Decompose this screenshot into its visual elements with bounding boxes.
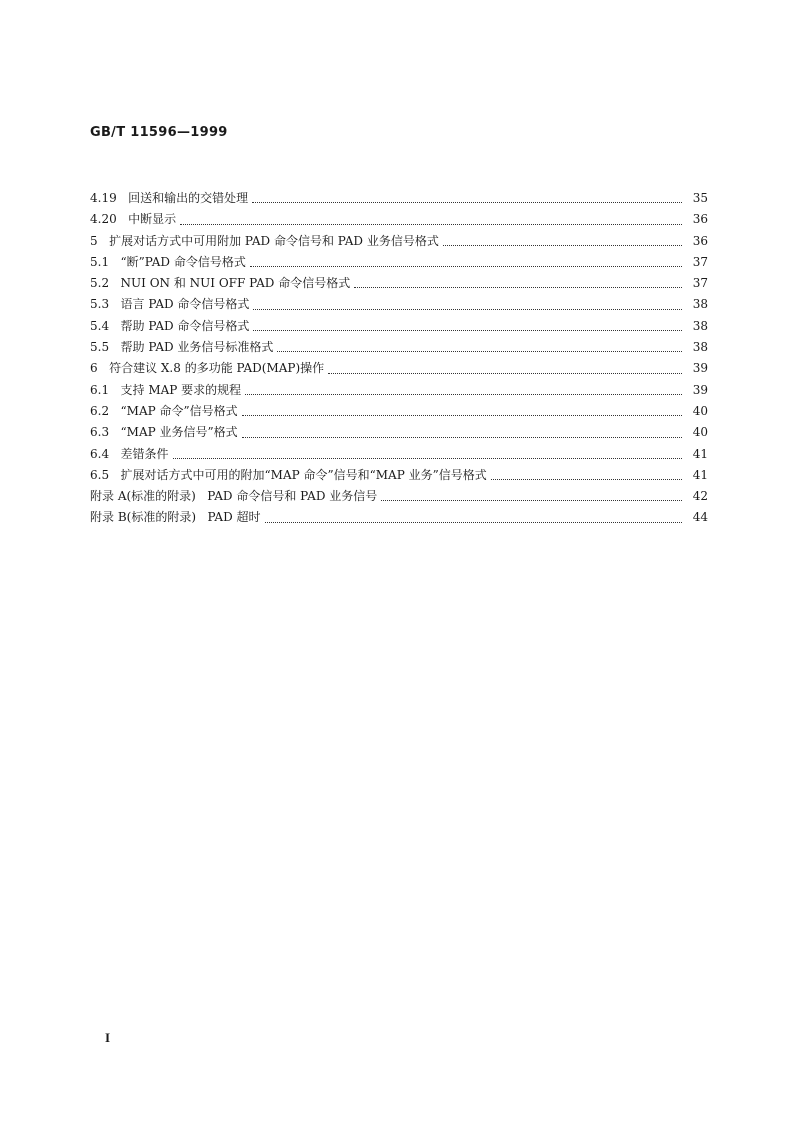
- toc-page-number: 38: [692, 340, 708, 355]
- toc-page-number: 41: [692, 467, 708, 482]
- toc-entry-title: 5.2 NUI ON 和 NUI OFF PAD 命令信号格式: [90, 276, 351, 291]
- toc-page-number: 36: [692, 212, 708, 227]
- toc-page-number: 36: [692, 233, 708, 248]
- toc-page-number: 38: [692, 297, 708, 312]
- toc-entry-title: 5.4 帮助 PAD 命令信号格式: [90, 318, 250, 333]
- dot-leader: [491, 479, 682, 480]
- toc-entry[interactable]: [90, 316, 708, 337]
- standard-code: GB/T 11596—1999: [90, 125, 228, 140]
- toc-entry[interactable]: [90, 358, 708, 379]
- toc-entry-title: 5.1 “断”PAD 命令信号格式: [90, 254, 246, 269]
- toc-page-number: 39: [692, 361, 708, 376]
- toc-entry[interactable]: [90, 507, 708, 528]
- dot-leader: [242, 437, 682, 438]
- toc-entry-title: 5.5 帮助 PAD 业务信号标准格式: [90, 340, 274, 355]
- toc-entry-title: 5.3 语言 PAD 命令信号格式: [90, 297, 250, 312]
- toc-page-number: 40: [692, 403, 708, 418]
- toc-entry[interactable]: [90, 231, 708, 252]
- dot-leader: [381, 500, 682, 501]
- dot-leader: [253, 330, 682, 331]
- toc-entry[interactable]: [90, 486, 708, 507]
- dot-leader: [354, 287, 682, 288]
- toc-entry[interactable]: [90, 465, 708, 486]
- dot-leader: [250, 266, 682, 267]
- dot-leader: [180, 224, 682, 225]
- toc-page-number: 37: [692, 254, 708, 269]
- toc-page-number: 38: [692, 318, 708, 333]
- toc-entry-title: 附录 A(标准的附录) PAD 命令信号和 PAD 业务信号: [90, 489, 378, 504]
- dot-leader: [277, 351, 682, 352]
- toc-entry[interactable]: [90, 401, 708, 422]
- toc-page-number: 41: [692, 446, 708, 461]
- dot-leader: [173, 458, 682, 459]
- toc-entry-title: 6.1 支持 MAP 要求的规程: [90, 382, 242, 397]
- table-of-contents: [90, 188, 708, 529]
- toc-page-number: 39: [692, 382, 708, 397]
- toc-entry[interactable]: [90, 294, 708, 315]
- dot-leader: [443, 245, 682, 246]
- dot-leader: [265, 522, 682, 523]
- toc-entry-title: 4.20 中断显示: [90, 212, 177, 227]
- toc-entry[interactable]: [90, 337, 708, 358]
- toc-entry[interactable]: [90, 422, 708, 443]
- toc-entry-title: 6.5 扩展对话方式中可用的附加“MAP 命令”信号和“MAP 业务”信号格式: [90, 467, 487, 482]
- toc-entry-title: 6.3 “MAP 业务信号”格式: [90, 425, 238, 440]
- toc-entry[interactable]: [90, 209, 708, 230]
- dot-leader: [252, 202, 682, 203]
- toc-entry-title: 4.19 回送和输出的交错处理: [90, 191, 249, 205]
- page-number: I: [105, 1030, 111, 1045]
- toc-page-number: 42: [692, 489, 708, 504]
- toc-entry-title: 6.4 差错条件: [90, 446, 169, 461]
- toc-page-number: 37: [692, 276, 708, 291]
- dot-leader: [245, 394, 682, 395]
- toc-entry-title: 5 扩展对话方式中可用附加 PAD 命令信号和 PAD 业务信号格式: [90, 233, 439, 248]
- toc-entry-title: 附录 B(标准的附录) PAD 超时: [90, 510, 261, 525]
- dot-leader: [253, 309, 682, 310]
- toc-entry[interactable]: [90, 252, 708, 273]
- toc-entry-title: 6.2 “MAP 命令”信号格式: [90, 403, 238, 418]
- toc-entry-title: 6 符合建议 X.8 的多功能 PAD(MAP)操作: [90, 361, 325, 376]
- toc-entry[interactable]: [90, 380, 708, 401]
- toc-entry[interactable]: [90, 273, 708, 294]
- toc-page-number: 35: [692, 191, 708, 205]
- toc-entry[interactable]: [90, 188, 708, 209]
- toc-entry[interactable]: [90, 444, 708, 465]
- toc-page-number: 44: [692, 510, 708, 525]
- toc-page-number: 40: [692, 425, 708, 440]
- dot-leader: [242, 415, 682, 416]
- dot-leader: [328, 373, 682, 374]
